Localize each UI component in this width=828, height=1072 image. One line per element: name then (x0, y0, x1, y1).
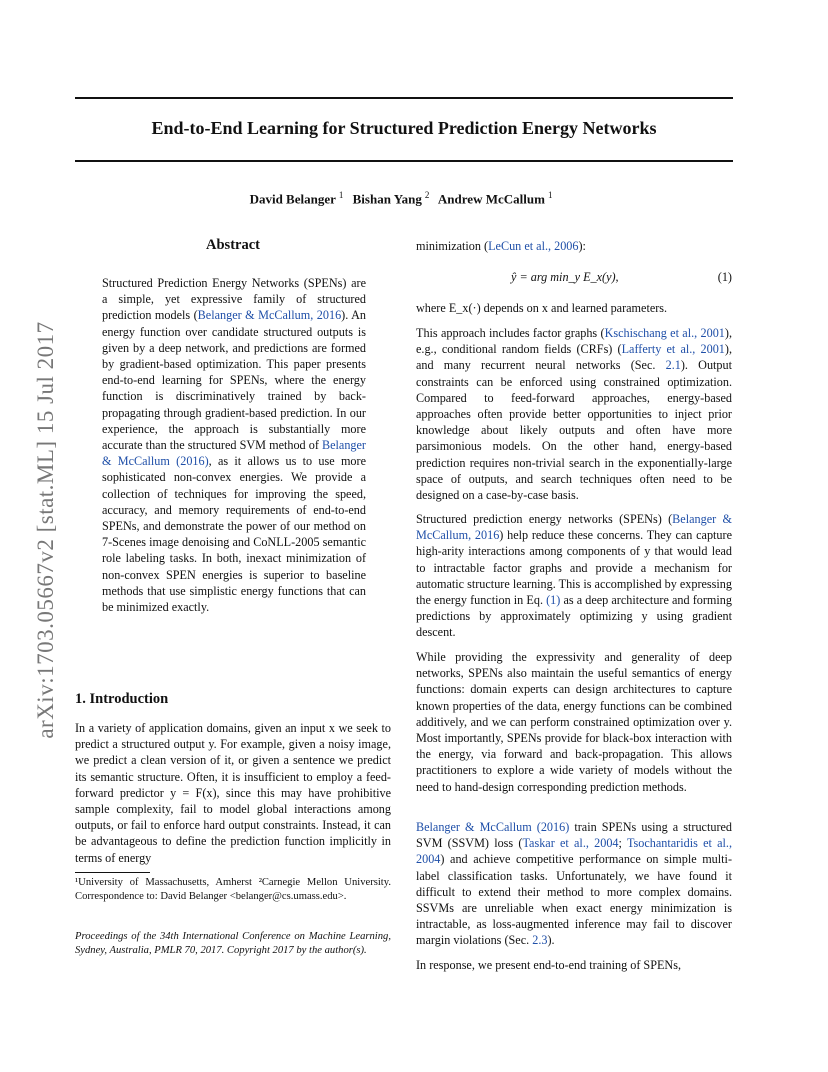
author-affiliation: 1 (547, 190, 553, 200)
author-affiliation: 2 (424, 190, 430, 200)
author-name: Andrew McCallum (437, 191, 545, 207)
author-affiliation: 1 (338, 190, 344, 200)
citation-link[interactable]: Tsochantaridis et al., 2004 (416, 836, 732, 867)
section-heading-introduction: 1. Introduction (75, 691, 169, 707)
citation-link[interactable]: Belanger & McCallum (2016) (416, 820, 570, 834)
paragraph (416, 300, 732, 316)
citation-link[interactable]: Lafferty et al., 2001 (621, 342, 725, 357)
citation-link[interactable]: Taskar et al., 2004 (522, 836, 619, 851)
author-name: Bishan Yang (352, 191, 422, 207)
author-name: David Belanger (249, 191, 336, 207)
proceedings-text: Proceedings of the 34th International Conference on Machine Learning, Sydney, Australia, PMLR 70, 2017. Copyright 2017 by the author(s). (75, 931, 391, 956)
paragraph (416, 957, 732, 973)
paragraph (416, 649, 732, 795)
paragraph-text: Structured prediction energy networks (SPENs) ( (416, 512, 673, 526)
citation-link[interactable]: LeCun et al., 2006 (488, 239, 579, 253)
paragraph (416, 238, 732, 254)
introduction-body (75, 720, 391, 866)
abstract-text: Structured Prediction Energy Networks (SPENs) are a simple, yet expressive family of structured prediction models ( (102, 276, 366, 323)
paragraph-text: ) help reduce these concerns. They can capture high-arity interactions among components of y that would lead to intractable factor graphs and provide a mechanism for automatic structure learning. This is accomplished by expressing the energy function in Eq. (416, 528, 732, 608)
title-bottom-rule (75, 160, 733, 162)
paragraph-text: ), e.g., conditional random fields (CRFs) ( (416, 326, 732, 357)
citation-link[interactable]: Belanger & McCallum, 2016 (416, 512, 732, 543)
citation-link[interactable]: (1) (546, 593, 561, 608)
citation-link[interactable]: 2.3 (532, 933, 548, 948)
paragraph-text: ; (618, 836, 627, 851)
abstract-body (102, 275, 366, 615)
abstract-heading: Abstract (206, 237, 260, 253)
citation-link[interactable]: Belanger & McCallum, 2016 (197, 308, 342, 323)
paragraph (416, 819, 732, 949)
paragraph-text: ), and many recurrent neural networks (Sec. (416, 342, 732, 373)
paragraph-text: train SPENs using a structured SVM (SSVM) loss ( (416, 820, 733, 851)
paragraph-text: ). (547, 933, 555, 948)
equation-expression: ŷ = arg min_y E_x(y), (511, 270, 619, 284)
paragraph-text: ). Output constraints can be enforced using constrained optimization. Compared to feed-forward approaches, energy-based approaches often provide better opportunities to inject prior knowledge about likely outputs and often have more parsimonious models. On the other hand, energy-based prediction requires non-trivial search in the exponentially-large space of outputs, and search techniques often need to be designed on a case-by-case basis. (416, 358, 732, 503)
paragraph-text: ) and achieve competitive performance on simple multi-label classification tasks. Unfortunately, we have found it difficult to extend their method to more complex domains. SSVMs are unreliable when exact energy minimization is intractable, as loss-augmented inference may fail to discover margin violations (Sec. (416, 852, 732, 948)
paragraph (416, 325, 732, 503)
abstract-text: , as it allows us to use more sophisticated non-convex energies. We provide a collection of techniques for improving the speed, accuracy, and memory requirements of end-to-end SPENs, and demonstrate the power of our method on 7-Scenes image denoising and CoNLL-2005 semantic role labeling tasks. In both, inexact minimization of non-convex SPEN energies is superior to baseline methods that use simplistic energy functions that can be minimized exactly. (102, 454, 366, 615)
affiliation-footnote (75, 876, 391, 904)
paragraph-text: as a deep architecture and forming predictions by approximately optimizing y using gradient descent. (416, 593, 732, 640)
citation-link[interactable]: Belanger & McCallum (2016) (102, 438, 366, 469)
abstract-text: ). An energy function over candidate structured outputs is given by a deep network, and predictions are formed by gradient-based optimization. This paper presents end-to-end learning for SPENs, where the energy function is discriminatively trained by back-propagating through gradient-based prediction. In our experience, the approach is substantially more accurate than the structured SVM method of (102, 308, 366, 453)
paragraph (416, 511, 732, 641)
equation-number: (1) (717, 270, 732, 284)
paragraph-text: minimization ( (416, 239, 489, 253)
top-rule (75, 97, 733, 99)
paragraph-text: In response, we present end-to-end training of SPENs, (416, 958, 682, 972)
paper-title: End-to-End Learning for Structured Prediction Energy Networks (151, 118, 657, 138)
footnote-text: ¹University of Massachusetts, Amherst ²Carnegie Mellon University. Correspondence to: David Belanger <belanger@cs.umass.edu>. (75, 877, 391, 902)
paragraph-text: This approach includes factor graphs ( (416, 326, 605, 340)
paragraph-text: ): (578, 239, 586, 253)
footnote-divider (75, 872, 150, 873)
paragraph-text: While providing the expressivity and generality of deep networks, SPENs also maintain the useful semantics of energy functions: domain experts can design architectures to capture known properties of the data, energy functions can be combined additively, and we can perform constrained optimization over y. Most importantly, SPENs provide for black-box interaction with the energy, via forward and back-propagation. This allows practitioners to explore a wide variety of models without the need to hand-design corresponding prediction methods. (416, 650, 732, 794)
author-list (75, 190, 733, 207)
citation-link[interactable]: 2.1 (665, 358, 681, 373)
arxiv-stamp-text: arXiv:1703.05667v2 [stat.ML] 15 Jul 2017 (33, 321, 58, 739)
citation-link[interactable]: Kschischang et al., 2001 (604, 326, 725, 340)
proceedings-note (75, 930, 391, 958)
paragraph: In a variety of application domains, given an input x we seek to predict a structured output y. For example, given a noisy image, we predict a clean version of it, or given a sentence we predict its semantic structure. Often, it is insufficient to employ a feed-forward predictor y = F(x), since this may have prohibitive sample complexity, fail to model global interactions among outputs, or fail to enforce hard output constraints. Instead, it can be advantageous to define the prediction function implicitly in terms of energy (75, 721, 391, 865)
paragraph-text: where E_x(·) depends on x and learned parameters. (416, 301, 668, 315)
